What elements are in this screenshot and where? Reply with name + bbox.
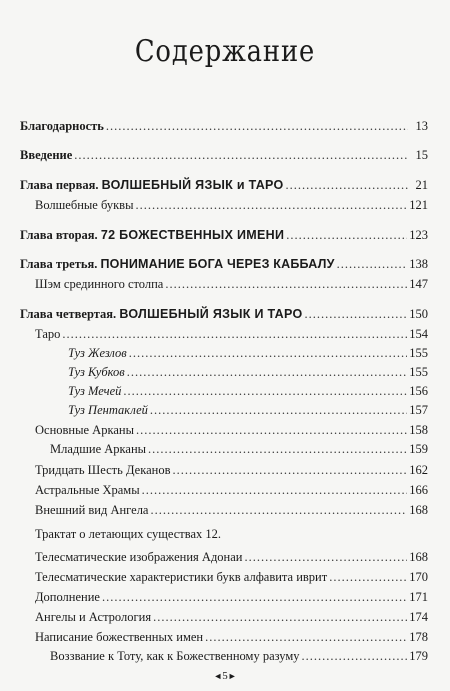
page-number: 5	[222, 670, 228, 682]
leader-dots	[337, 256, 408, 272]
toc-entry-chapter-2[interactable]	[20, 227, 428, 243]
toc-entry-angels-astrology[interactable]	[20, 609, 428, 625]
entry-title: Глава первая. ВОЛШЕБНЫЙ ЯЗЫК и ТАРО	[20, 178, 284, 192]
toc-entry-chapter-1[interactable]	[20, 177, 428, 193]
toc-entry-decans[interactable]	[20, 462, 428, 478]
entry-page: 166	[409, 483, 428, 497]
page-title: Содержание	[134, 34, 316, 69]
entry-page: 138	[409, 257, 428, 271]
entry-title: Волшебные буквы	[35, 198, 134, 212]
leader-dots	[302, 648, 408, 664]
entry-page: 158	[409, 423, 428, 437]
entry-title: Благодарность	[20, 119, 104, 133]
entry-page: 179	[409, 649, 428, 663]
entry-page: 168	[409, 550, 428, 564]
toc-entry-ace-wands[interactable]	[20, 345, 428, 361]
leader-dots	[150, 402, 407, 418]
entry-page: 174	[409, 610, 428, 624]
entry-title: Телесматические изображения Адонаи	[35, 550, 243, 564]
leader-dots	[165, 276, 407, 292]
entry-title: Ангелы и Астрология	[35, 610, 152, 624]
leader-dots	[123, 383, 407, 399]
entry-page: 21	[415, 178, 428, 192]
leader-dots	[102, 589, 407, 605]
toc-entry-ace-cups[interactable]	[20, 364, 428, 380]
entry-title: Младшие Арканы	[50, 442, 147, 456]
toc-entry-introduction[interactable]	[20, 147, 428, 163]
entry-title: Глава вторая. 72 БОЖЕСТВЕННЫХ ИМЕНИ	[20, 228, 285, 242]
leader-dots	[286, 177, 408, 193]
leader-dots	[129, 345, 408, 361]
entry-title: Астральные Храмы	[35, 483, 140, 497]
left-ornament-icon: ◄	[213, 671, 223, 681]
entry-page: 156	[409, 384, 428, 398]
entry-title: Внешний вид Ангела	[35, 503, 149, 517]
entry-page: 171	[409, 590, 428, 604]
leader-dots	[172, 462, 407, 478]
leader-dots	[286, 227, 407, 243]
entry-title: Введение	[20, 148, 73, 162]
entry-title: Шэм срединного столпа	[35, 277, 164, 291]
leader-dots	[153, 609, 407, 625]
toc-entry-ace-pentacles[interactable]	[20, 402, 428, 418]
toc-entry-ace-swords[interactable]	[20, 383, 428, 399]
entry-page: 170	[409, 570, 428, 584]
leader-dots	[62, 326, 407, 342]
leader-dots	[135, 197, 407, 213]
entry-title: Написание божественных имен	[35, 630, 204, 644]
entry-title: Таро	[35, 327, 61, 341]
page-footer	[0, 670, 450, 682]
toc-entry-telesmatic-letters[interactable]	[20, 569, 428, 585]
entry-title: Глава четвертая. ВОЛШЕБНЫЙ ЯЗЫК И ТАРО	[20, 307, 303, 321]
leader-dots	[74, 147, 408, 163]
toc-entry-minor-arcana[interactable]	[20, 441, 428, 457]
toc-entry-chapter-3[interactable]	[20, 256, 428, 272]
toc-entry-tarot[interactable]	[20, 326, 428, 342]
leader-dots	[305, 306, 408, 322]
entry-page: 159	[409, 442, 428, 456]
entry-page: 13	[415, 119, 428, 133]
toc-entry-divine-names[interactable]	[20, 629, 428, 645]
right-ornament-icon: ►	[227, 671, 237, 681]
entry-title: Туз Пентаклей	[68, 403, 148, 417]
leader-dots	[136, 422, 407, 438]
leader-dots	[150, 502, 407, 518]
entry-title: Глава третья. ПОНИМАНИЕ БОГА ЧЕРЕЗ КАББАЛУ	[20, 257, 335, 271]
entry-page: 123	[409, 228, 428, 242]
toc-entry-astral-temples[interactable]	[20, 482, 428, 498]
toc-entry-chapter-4[interactable]	[20, 306, 428, 322]
entry-title: Туз Кубков	[68, 365, 125, 379]
entry-page: 15	[415, 148, 428, 162]
entry-title: Основные Арканы	[35, 423, 134, 437]
entry-page: 178	[409, 630, 428, 644]
entry-title: Телесматические характеристики букв алфавита иврит	[35, 570, 328, 584]
toc-entry-acknowledgements[interactable]	[20, 118, 428, 134]
entry-title: Туз Мечей	[68, 384, 122, 398]
entry-title: Воззвание к Тоту, как к Божественному разуму	[50, 649, 300, 663]
entry-page: 150	[409, 307, 428, 321]
entry-title: Трактат о летающих существах 12.	[35, 527, 222, 541]
leader-dots	[127, 364, 408, 380]
toc-entry-angel-appearance[interactable]	[20, 502, 428, 518]
entry-title: Туз Жезлов	[68, 346, 127, 360]
entry-page: 154	[409, 327, 428, 341]
toc-entry-supplement[interactable]	[20, 589, 428, 605]
leader-dots	[148, 441, 407, 457]
entry-page: 157	[409, 403, 428, 417]
toc-entry-middle-pillar[interactable]	[20, 276, 428, 292]
toc-entry-treatise[interactable]	[20, 526, 428, 542]
entry-page: 155	[409, 346, 428, 360]
entry-page: 121	[409, 198, 428, 212]
toc-entry-telesmatic-images[interactable]	[20, 549, 428, 565]
entry-page: 162	[409, 463, 428, 477]
leader-dots	[106, 118, 408, 134]
entry-title: Дополнение	[35, 590, 100, 604]
entry-page: 168	[409, 503, 428, 517]
entry-page: 147	[409, 277, 428, 291]
entry-page: 155	[409, 365, 428, 379]
toc-entry-major-arcana[interactable]	[20, 422, 428, 438]
leader-dots	[205, 629, 407, 645]
leader-dots	[244, 549, 407, 565]
leader-dots	[142, 482, 408, 498]
toc-entry-invocation-thoth[interactable]	[20, 648, 428, 664]
toc-entry-magic-letters[interactable]	[20, 197, 428, 213]
leader-dots	[329, 569, 407, 585]
entry-title: Тридцать Шесть Деканов	[35, 463, 171, 477]
